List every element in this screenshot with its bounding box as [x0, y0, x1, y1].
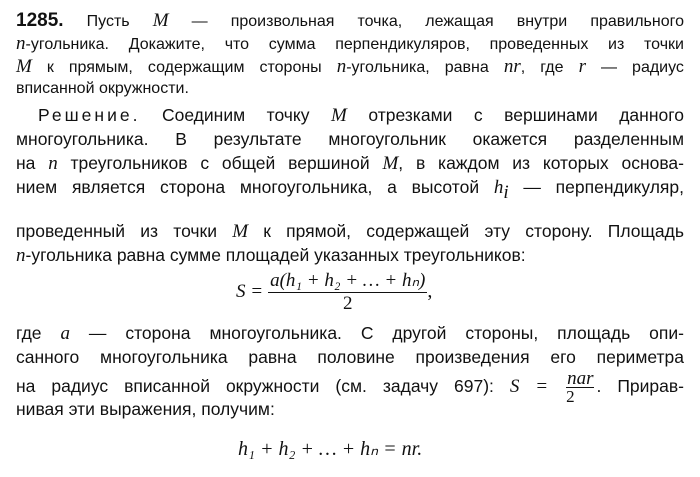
- math-var: M: [152, 10, 169, 31]
- text: — перпендикуляр,: [523, 177, 684, 197]
- text: -угольника равна сумме площадей указанных треугольников:: [25, 245, 526, 265]
- solution-line-7: [16, 322, 684, 345]
- text: отрезками с вершинами данного: [368, 105, 684, 125]
- math-var: M: [331, 105, 347, 126]
- inline-numerator: nar: [567, 368, 594, 389]
- text: вписанной окружности.: [16, 80, 189, 97]
- solution-line-10: [16, 398, 684, 420]
- formula-comma: ,: [427, 280, 433, 303]
- solution-line-4: [16, 176, 684, 203]
- solution-line-5: [16, 220, 684, 243]
- text: проведенный из точки: [16, 221, 217, 241]
- text: Пусть: [86, 13, 130, 30]
- math-var: S =: [509, 376, 549, 398]
- text: к прямой, содержащей эту сторону. Площадь: [263, 221, 684, 241]
- problem-number: 1285.: [16, 10, 64, 31]
- problem-line-4: [16, 78, 684, 100]
- problem-line-1: [16, 10, 684, 33]
- text: — радиус: [601, 59, 684, 76]
- math-var: M: [232, 221, 249, 242]
- formula-numerator: a(h₁ + h₂ + … + hₙ): [270, 270, 426, 291]
- text: к прямым, содержащим стороны: [46, 59, 322, 76]
- solution-line-1: [38, 104, 684, 127]
- math-var: r: [578, 56, 586, 77]
- math-var: n: [16, 245, 26, 266]
- text: , в каждом из которых основа-: [398, 153, 684, 173]
- math-var: M: [382, 153, 399, 174]
- text: санного многоугольника равна половине произведения его периметра: [16, 347, 684, 367]
- text: -угольника. Докажите, что сумма перпендикуляров, проведенных из точки: [25, 36, 684, 53]
- math-sub: i: [503, 181, 509, 203]
- text: где: [16, 323, 42, 343]
- math-var: M: [16, 56, 32, 77]
- text: , где: [520, 59, 564, 76]
- solution-line-3: [16, 152, 684, 175]
- math-var: n: [336, 56, 347, 77]
- math-var: h: [493, 177, 504, 198]
- formula-fraction: [268, 270, 427, 315]
- text: на радиус вписанной окружности (см. задачу 697):: [16, 376, 494, 397]
- math-var: n: [16, 33, 26, 54]
- formula-lhs: S =: [236, 281, 264, 303]
- math-var: a: [60, 323, 70, 344]
- area-formula: [236, 270, 432, 315]
- text: многоугольника. В результате многоугольник окажется разделенным: [16, 129, 684, 149]
- solution-line-6: [16, 244, 684, 267]
- text: — произвольная точка, лежащая внутри правильного: [191, 13, 685, 30]
- text: треугольников с общей вершиной: [70, 153, 370, 173]
- text: нием является сторона многоугольника, а высотой: [16, 177, 480, 197]
- text: Соединим точку: [161, 105, 310, 125]
- text: . Прирав-: [596, 376, 684, 397]
- text: — сторона многоугольника. С другой стороны, площадь опи-: [88, 323, 684, 343]
- math-var: n: [48, 153, 58, 174]
- text: нивая эти выражения, получим:: [16, 399, 275, 419]
- problem-line-3: [16, 56, 684, 79]
- text: -угольника, равна: [346, 59, 489, 76]
- problem-line-2: [16, 33, 684, 56]
- result-formula: h₁ + h₂ + … + hₙ = nr.: [238, 438, 423, 460]
- text: на: [16, 153, 36, 173]
- math-var: nr: [503, 56, 521, 77]
- formula-denominator: 2: [342, 293, 353, 314]
- inline-denominator: 2: [566, 387, 575, 406]
- solution-label: Решение.: [38, 105, 141, 125]
- solution-line-8: [16, 346, 684, 368]
- solution-line-2: [16, 128, 684, 150]
